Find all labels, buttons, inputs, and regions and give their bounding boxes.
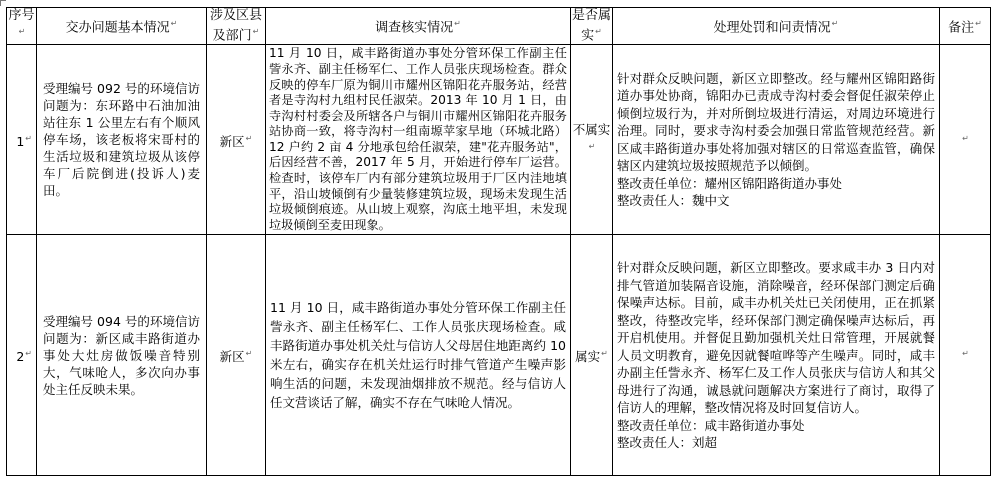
header-verified: 是否属实↵ [571,8,611,44]
row-investigation [266,45,571,235]
handling-text [613,259,939,452]
row-index: 1↵ [7,45,37,235]
header-row [7,8,991,45]
investigation-text: 11 月 10 日，咸丰路街道办事处分管环保工作副主任訾永齐、副主任杨军仁、工作人员张庆现场检查。群众反映的停车厂原为铜川市耀州区锦阳花卉服务站，经营者是寺沟村九组村民任淑荣。2013 年 10 月 1 日，由寺沟村村委会及所辖各户与铜川市耀州区锦阳花卉服务站协商一致，将寺沟村一组南塬苹家旱地（环城北路）12 户约 2 亩 4 分地承包给任淑荣，建"花卉服务站"，后因经营不善，2017 年 5 月，开始进行停车厂运营。检查时，该停车厂内有部分建筑垃圾用于厂区内洼地填平，沿山坡倾倒有少量装修建筑垃圾，现场未发现生活垃圾倾倒痕迹。从山坡上观察，沟底土地平坦，未发现垃圾倾倒至麦田现象。 [269,46,567,232]
row-index: 2↵ [7,235,37,476]
header-investigation: 调查核实情况↵ [266,8,571,45]
row-basic [37,235,207,476]
header-basic: 交办问题基本情况↵ [37,8,207,45]
row-verified: 属实↵ [571,235,613,476]
corner-mark [0,0,6,6]
header-district: 涉及区县及部门↵ [207,8,266,45]
row-remarks: ↵ [940,235,991,476]
row-investigation [266,235,571,476]
row-district: 新区↵ [207,235,266,476]
investigation-text: 11 月 10 日，咸丰路街道办事处分管环保工作副主任訾永齐、副主任杨军仁、工作人员张庆现场检查。咸丰路街道办事处机关灶与信访人父母居住地距离约 10 米左右，确实存在机关灶运行时排气管道产生噪声影响生活的问题，未发现油烟排放不规范。经与信访人任文营谈话了解，确实不存在气味呛人情况。 [270,300,566,411]
basic-text: 受理编号 092 号的环境信访问题为：东环路中石油加油站往东 1 公里左右有个顺风停车场，该老板将宋哥村的生活垃圾和建筑垃圾从该停车厂后院倒进(投诉人)麦田。 [43,81,200,199]
header-index: 序号↵ [7,8,37,45]
responsible-unit: 整改责任单位：咸丰路街道办事处 [617,417,805,433]
row-district: 新区↵ [207,45,266,235]
table-row [7,235,991,476]
handling-text [613,70,939,210]
header-handling: 处理处罚和问责情况↵ [613,8,940,45]
complaint-table [6,7,991,476]
row-handling [613,45,940,235]
handling-body: 针对群众反映问题，新区立即整改。经与耀州区锦阳路街道办事处协商，锦阳办已责成寺沟村委会督促任淑荣停止倾倒垃圾行为，并对所倒垃圾进行清运，对周边环境进行治理。同时，要求寺沟村委会加强日常监管规范经营。新区咸丰路街道办事处将加强对辖区的日常巡查监管，确保辖区内建筑垃圾按照规范予以倾倒。 [617,70,935,174]
responsible-person: 整改责任人：魏中文 [617,193,730,209]
responsible-person: 整改责任人：刘超 [617,435,718,451]
handling-body: 针对群众反映问题，新区立即整改。要求咸丰办 3 日内对排气管道加装隔音设施，消除噪音，经环保部门测定后确保噪声达标。目前，咸丰办机关灶已关闭使用，正在抓紧整改，待整改完毕，经环保部门测定确保噪声达标后，再开启机使用。并督促且勤加强机关灶日常管理，开展就餐人员文明教育，避免因就餐喧哗等产生噪声。同时，咸丰办副主任訾永齐、杨军仁及工作人员张庆与信访人和其父母进行了沟通，诚恳就问题解决方案进行了商讨，取得了信访人的理解，整改情况将及时回复信访人。 [617,260,935,416]
row-verified: 不属实↵ [571,45,613,235]
header-remarks: 备注↵ [940,8,991,45]
responsible-unit: 整改责任单位：耀州区锦阳路街道办事处 [617,175,843,191]
row-remarks: ↵ [940,45,991,235]
table-row [7,45,991,235]
basic-text: 受理编号 094 号的环境信访问题为：新区咸丰路街道办事处大灶房做饭噪音特别大，气味呛人，多次向办事处主任反映未果。 [43,313,200,397]
row-handling [613,235,940,476]
row-basic [37,45,207,235]
